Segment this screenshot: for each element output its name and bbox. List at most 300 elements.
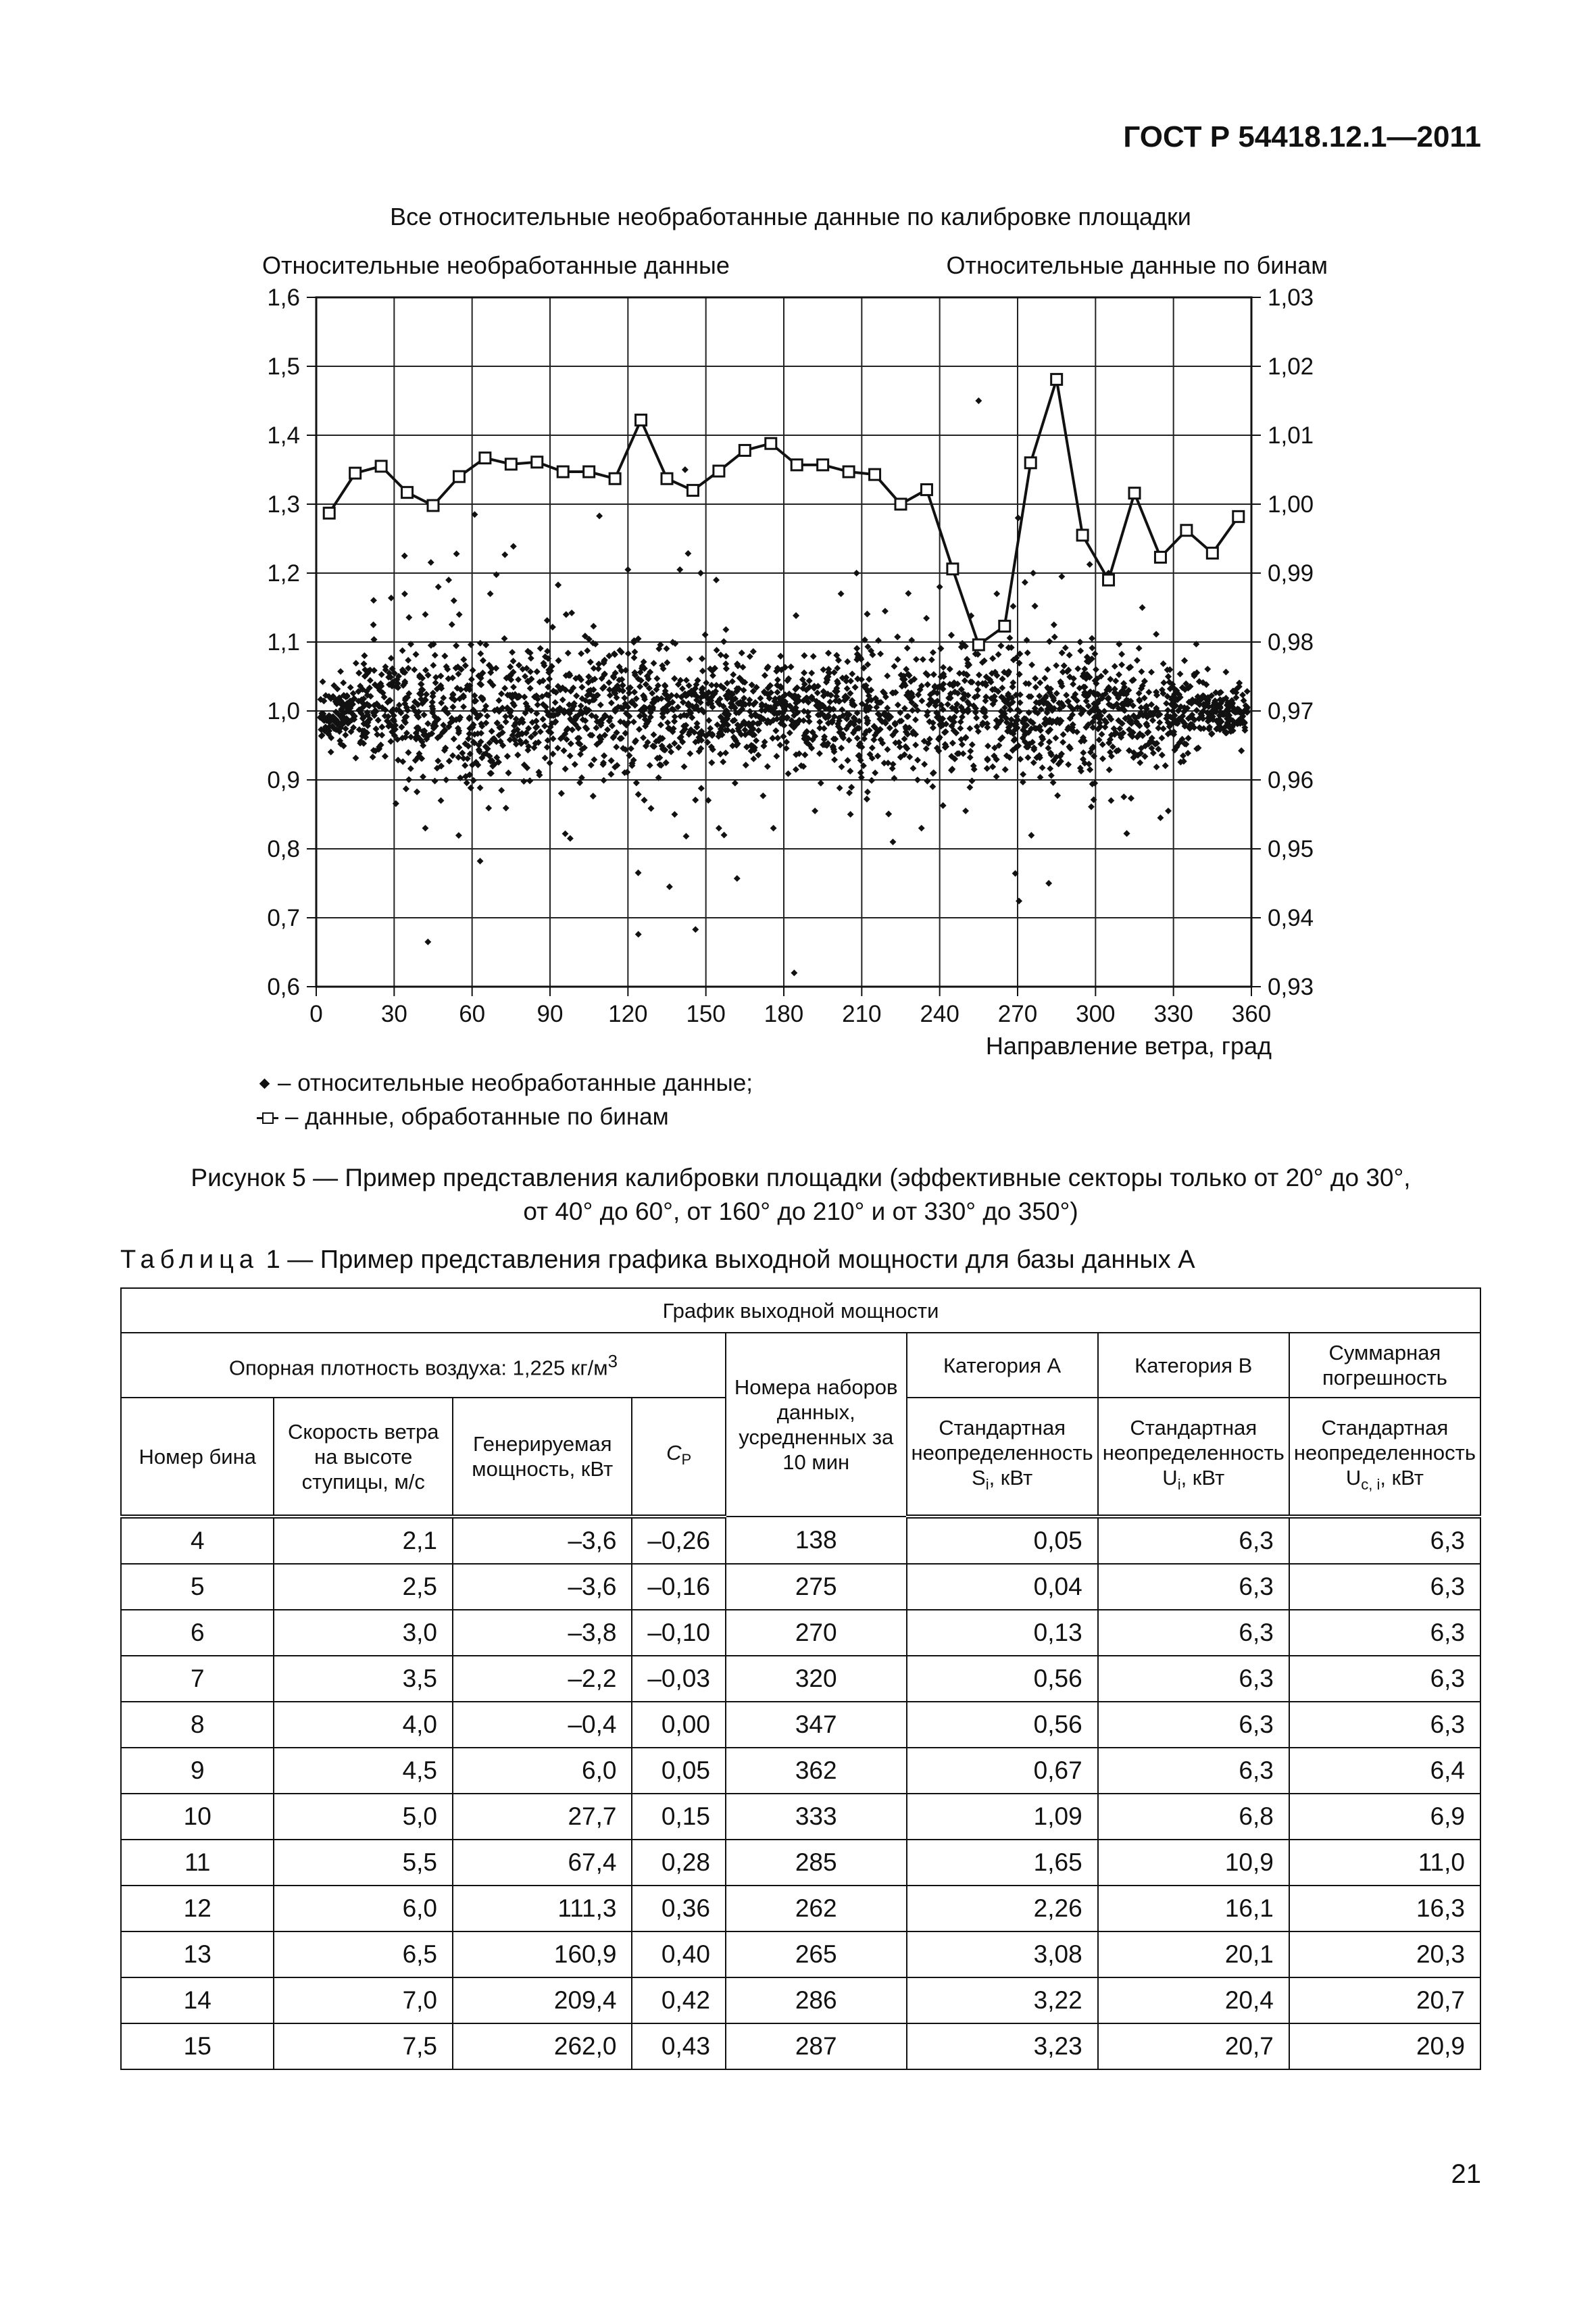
raw-point	[895, 656, 901, 663]
raw-point	[1204, 666, 1211, 672]
raw-point	[624, 566, 631, 573]
raw-point	[470, 667, 476, 674]
table-cell: 347	[726, 1702, 907, 1748]
raw-point	[567, 835, 574, 842]
raw-point	[724, 680, 730, 687]
raw-point	[1032, 684, 1039, 691]
raw-point	[723, 653, 730, 660]
raw-point	[477, 650, 484, 657]
raw-point	[948, 632, 955, 639]
raw-point	[608, 699, 615, 706]
table-cell: 7	[121, 1656, 274, 1702]
x-tick-label: 210	[842, 1001, 882, 1027]
binned-point	[428, 500, 439, 511]
raw-point	[777, 742, 784, 749]
raw-point	[808, 670, 815, 676]
table-cell: 6,3	[1289, 1564, 1480, 1610]
raw-point	[418, 681, 425, 688]
table-cell: 20,1	[1098, 1931, 1289, 1977]
raw-point	[621, 695, 628, 701]
raw-point	[966, 725, 973, 732]
raw-point	[1145, 689, 1152, 695]
ui-header	[1098, 1398, 1289, 1517]
raw-point	[493, 571, 500, 578]
raw-point	[759, 793, 766, 799]
raw-point	[904, 645, 911, 651]
raw-point	[1128, 795, 1134, 802]
raw-point	[1088, 804, 1095, 810]
raw-point	[1159, 752, 1166, 758]
raw-point	[1044, 666, 1051, 673]
raw-point	[1030, 570, 1037, 576]
raw-point	[914, 777, 921, 783]
raw-point	[747, 653, 753, 660]
raw-point	[785, 770, 792, 777]
raw-point	[973, 714, 980, 721]
raw-point	[510, 658, 517, 664]
raw-point	[501, 635, 508, 642]
table-cell: 20,4	[1098, 1977, 1289, 2023]
raw-point	[1163, 700, 1170, 707]
raw-point	[989, 655, 996, 662]
table-cell: 15	[121, 2023, 274, 2069]
binned-point	[453, 471, 464, 482]
legend-raw	[257, 1070, 753, 1097]
table-cell: 0,00	[632, 1702, 725, 1748]
raw-point	[507, 664, 514, 670]
x-tick-label: 120	[608, 1001, 648, 1027]
raw-point	[720, 758, 726, 765]
raw-point	[905, 713, 912, 720]
raw-point	[521, 693, 528, 700]
raw-point	[975, 728, 982, 735]
raw-point	[730, 671, 737, 678]
raw-point	[714, 647, 720, 654]
raw-point	[894, 633, 901, 640]
table-cell: 0,13	[907, 1610, 1098, 1656]
raw-point	[969, 741, 976, 748]
y-tick-label-left: 0,6	[267, 974, 300, 1000]
raw-point	[723, 665, 730, 672]
raw-point	[801, 670, 807, 676]
raw-point	[962, 677, 968, 684]
raw-point	[459, 749, 466, 756]
binned-point	[1233, 511, 1244, 522]
raw-point	[484, 713, 491, 720]
raw-point	[414, 789, 420, 795]
raw-point	[910, 765, 917, 772]
figure-caption-line2: от 40° до 60°, от 160° до 210° и от 330° до 350°)	[523, 1198, 1078, 1225]
x-tick-label: 0	[309, 1001, 323, 1027]
table-row	[121, 1748, 1480, 1794]
density-sup: 3	[607, 1352, 618, 1372]
raw-point	[913, 656, 920, 663]
raw-point	[1046, 638, 1053, 645]
raw-point	[353, 755, 359, 762]
raw-point	[787, 730, 793, 737]
table-cell: –0,03	[632, 1656, 725, 1702]
raw-point	[514, 752, 521, 758]
legend-binned-label: – данные, обработанные по бинам	[285, 1104, 669, 1130]
raw-point	[1101, 724, 1108, 731]
raw-point	[462, 762, 468, 769]
raw-point	[753, 737, 759, 744]
document-code: ГОСТ Р 54418.12.1—2011	[1123, 120, 1481, 153]
raw-point	[791, 970, 797, 977]
raw-point	[930, 649, 937, 656]
legend-raw-label: – относительные необработанные данные;	[278, 1070, 753, 1096]
site-calibration-chart	[0, 0, 1596, 1108]
binned-point	[557, 466, 568, 477]
raw-point	[485, 805, 492, 812]
table-cell: 14	[121, 1977, 274, 2023]
raw-point	[1062, 645, 1069, 651]
raw-point	[1047, 765, 1053, 772]
raw-point	[405, 749, 412, 756]
y-tick-label-right: 0,97	[1268, 698, 1314, 724]
raw-point	[1107, 797, 1114, 804]
x-axis-label: Направление ветра, град	[985, 1032, 1272, 1060]
raw-point	[1157, 814, 1164, 821]
table-cell: –0,26	[632, 1517, 725, 1564]
table-cell: 138	[726, 1517, 907, 1564]
raw-point	[683, 833, 690, 839]
raw-point	[849, 670, 855, 677]
raw-point	[503, 805, 509, 812]
raw-point	[818, 780, 824, 787]
table-row	[121, 1977, 1480, 2023]
si-unit: , кВт	[989, 1466, 1033, 1490]
raw-point	[999, 676, 1006, 683]
raw-point	[604, 727, 611, 733]
raw-point	[1028, 662, 1035, 668]
raw-point	[666, 883, 673, 890]
raw-point	[920, 656, 926, 663]
raw-point	[993, 773, 1000, 780]
raw-point	[449, 704, 456, 710]
raw-point	[1063, 692, 1070, 699]
raw-point	[350, 690, 357, 697]
binned-point	[324, 508, 334, 518]
y-tick-label-left: 1,6	[267, 285, 300, 311]
table-cell: 4,5	[274, 1748, 453, 1794]
y-tick-label-right: 1,01	[1268, 422, 1314, 449]
raw-point	[1009, 683, 1016, 690]
raw-point	[370, 754, 376, 760]
table-cell: 4	[121, 1517, 274, 1564]
binned-point	[1181, 525, 1192, 536]
raw-point	[636, 726, 643, 733]
table-cell: 12	[121, 1886, 274, 1931]
table-row	[121, 1840, 1480, 1886]
raw-point	[962, 808, 969, 814]
raw-point	[470, 777, 477, 784]
raw-point	[929, 783, 936, 790]
raw-point	[831, 756, 838, 763]
table-cell: 6,3	[1098, 1564, 1289, 1610]
raw-point	[340, 679, 347, 686]
table-row	[121, 1931, 1480, 1977]
raw-point	[456, 611, 463, 618]
raw-point	[729, 728, 736, 735]
raw-point	[810, 653, 817, 660]
raw-point	[662, 683, 668, 689]
raw-point	[757, 695, 764, 701]
raw-point	[630, 718, 637, 725]
raw-point	[895, 701, 901, 708]
legend-diamond-icon	[259, 1078, 270, 1089]
raw-point	[1112, 678, 1119, 685]
raw-point	[974, 687, 981, 693]
raw-point	[967, 747, 974, 754]
raw-point	[505, 770, 512, 777]
table-cell: 111,3	[453, 1886, 632, 1931]
y-tick-label-left: 1,2	[267, 560, 300, 587]
raw-point	[422, 824, 429, 831]
raw-point	[504, 753, 511, 760]
table-row	[121, 1656, 1480, 1702]
table-caption-word: Таблица	[120, 1246, 259, 1274]
raw-point	[1138, 668, 1145, 675]
raw-point	[1070, 681, 1076, 687]
y-tick-label-right: 0,94	[1268, 905, 1314, 931]
raw-point	[578, 650, 584, 657]
raw-point	[488, 770, 495, 777]
table-cell: 0,05	[632, 1748, 725, 1794]
table-cell: 5,5	[274, 1840, 453, 1886]
raw-point	[558, 790, 565, 797]
table-title: График выходной мощности	[121, 1288, 1480, 1333]
raw-point	[601, 777, 607, 784]
raw-point	[982, 693, 989, 700]
table-cell: 3,5	[274, 1656, 453, 1702]
raw-point	[877, 651, 884, 658]
right-axis-label: Относительные данные по бинам	[946, 251, 1328, 279]
table-cell: 0,04	[907, 1564, 1098, 1610]
raw-point	[912, 716, 919, 723]
uci-header	[1289, 1398, 1480, 1517]
table-cell: –0,16	[632, 1564, 725, 1610]
raw-point	[739, 664, 746, 670]
raw-point	[774, 676, 781, 683]
table-cell: 8	[121, 1702, 274, 1748]
table-cell: 0,40	[632, 1931, 725, 1977]
raw-point	[605, 679, 612, 686]
raw-point	[542, 755, 549, 762]
raw-point	[424, 939, 431, 945]
raw-point	[1137, 760, 1143, 766]
raw-point	[940, 664, 947, 671]
raw-point	[455, 754, 462, 761]
raw-point	[378, 671, 385, 678]
raw-point	[976, 672, 982, 679]
binned-point	[687, 485, 698, 496]
raw-point	[1020, 771, 1026, 778]
raw-point	[401, 553, 408, 560]
raw-point	[718, 651, 724, 658]
y-tick-label-left: 1,5	[267, 353, 300, 380]
table-cell: 262,0	[453, 2023, 632, 2069]
table-cell: 6,3	[1289, 1702, 1480, 1748]
raw-point	[732, 780, 739, 787]
raw-point	[601, 752, 607, 759]
raw-point	[487, 591, 494, 597]
table-cell: 6,3	[1098, 1517, 1289, 1564]
raw-point	[451, 597, 457, 604]
uci-subscript: c, i	[1361, 1476, 1380, 1494]
raw-point	[631, 654, 638, 661]
raw-point	[607, 771, 614, 778]
power-header: Генерируемая мощность, кВт	[453, 1398, 632, 1517]
raw-point	[1139, 604, 1146, 611]
raw-point	[890, 761, 897, 768]
raw-point	[555, 582, 562, 589]
raw-point	[891, 663, 897, 670]
ui-subscript: i	[1177, 1476, 1181, 1494]
binned-point	[1051, 374, 1062, 385]
raw-point	[734, 875, 741, 882]
raw-point	[774, 735, 781, 741]
table-cell: 7,0	[274, 1977, 453, 2023]
binned-point	[532, 457, 543, 468]
raw-point	[449, 621, 455, 628]
table-cell: 67,4	[453, 1840, 632, 1886]
raw-point	[435, 583, 442, 590]
raw-point	[699, 656, 705, 662]
raw-point	[722, 749, 729, 756]
table-cell: 27,7	[453, 1794, 632, 1840]
total-uncertainty-header: Суммарная погрешность	[1289, 1333, 1480, 1398]
raw-point	[699, 668, 706, 674]
raw-point	[371, 667, 378, 674]
raw-point	[1086, 760, 1093, 767]
raw-point	[1120, 793, 1127, 800]
table-cell: 1,09	[907, 1794, 1098, 1840]
raw-point	[567, 753, 574, 760]
raw-point	[1077, 647, 1084, 654]
raw-point	[387, 738, 394, 745]
raw-point	[1181, 658, 1188, 664]
raw-point	[432, 652, 439, 659]
raw-point	[995, 651, 1002, 658]
y-tick-label-right: 0,99	[1268, 560, 1314, 587]
raw-point	[550, 735, 557, 742]
table-cell: 2,26	[907, 1886, 1098, 1931]
raw-point	[328, 749, 334, 756]
raw-point	[1046, 739, 1053, 745]
raw-point	[455, 744, 462, 751]
table-cell: 1,65	[907, 1840, 1098, 1886]
binned-point	[505, 459, 516, 470]
raw-point	[1080, 749, 1087, 756]
raw-point	[1087, 766, 1093, 773]
raw-point	[1222, 668, 1229, 675]
raw-point	[912, 741, 919, 748]
raw-point	[648, 805, 655, 812]
raw-point	[1058, 573, 1065, 580]
raw-point	[577, 751, 584, 758]
raw-point	[1165, 808, 1172, 814]
raw-point	[671, 811, 678, 818]
raw-point	[1153, 764, 1160, 770]
raw-point	[853, 570, 860, 576]
raw-point	[374, 731, 380, 738]
raw-point	[498, 691, 505, 697]
raw-point	[552, 699, 559, 706]
table-cell: –3,6	[453, 1564, 632, 1610]
raw-point	[1024, 649, 1031, 656]
raw-point	[1089, 635, 1095, 642]
cp-header	[632, 1398, 725, 1517]
raw-point	[434, 758, 441, 764]
raw-point	[984, 757, 991, 764]
raw-point	[1107, 676, 1114, 683]
x-tick-label: 330	[1153, 1001, 1193, 1027]
raw-point	[755, 727, 762, 734]
raw-point	[613, 743, 620, 750]
table-cell: 5	[121, 1564, 274, 1610]
raw-point	[537, 729, 544, 735]
raw-point	[676, 566, 683, 573]
table-cell: 20,3	[1289, 1931, 1480, 1977]
raw-point	[930, 769, 937, 776]
binned-point	[739, 445, 750, 456]
raw-point	[1089, 645, 1095, 651]
raw-point	[635, 870, 642, 877]
raw-point	[342, 732, 349, 739]
table-row	[121, 1702, 1480, 1748]
raw-point	[455, 832, 462, 839]
raw-point	[887, 724, 893, 731]
binned-point	[609, 473, 620, 484]
raw-point	[526, 777, 533, 784]
raw-point	[378, 724, 385, 731]
table-cell: 262	[726, 1886, 907, 1931]
raw-point	[520, 778, 527, 785]
raw-point	[1051, 622, 1057, 629]
table-cell: 5,0	[274, 1794, 453, 1840]
raw-point	[612, 651, 618, 658]
binned-point	[662, 473, 672, 484]
table-cell: 0,56	[907, 1656, 1098, 1702]
binned-point	[818, 460, 828, 470]
table-row	[121, 1564, 1480, 1610]
table-row	[121, 1794, 1480, 1840]
binned-point	[1155, 552, 1166, 563]
raw-point	[839, 764, 845, 770]
table-cell: 270	[726, 1610, 907, 1656]
y-tick-label-right: 0,95	[1268, 836, 1314, 862]
raw-point	[940, 802, 947, 809]
raw-point	[398, 724, 405, 731]
table-cell: 286	[726, 1977, 907, 2023]
raw-point	[1096, 737, 1103, 743]
binned-point	[636, 415, 647, 426]
raw-point	[1059, 649, 1066, 656]
raw-point	[1074, 666, 1081, 672]
raw-point	[854, 735, 861, 741]
category-b-header: Категория В	[1098, 1333, 1289, 1398]
raw-point	[750, 756, 757, 762]
binned-point	[1077, 530, 1088, 541]
cp-subscript: P	[681, 1451, 692, 1469]
raw-point	[449, 752, 456, 759]
si-label: Стандартная неопределенность S	[911, 1416, 1093, 1490]
table-cell: 0,15	[632, 1794, 725, 1840]
raw-point	[918, 824, 925, 831]
table-cell: 16,3	[1289, 1886, 1480, 1931]
raw-point	[588, 762, 595, 768]
